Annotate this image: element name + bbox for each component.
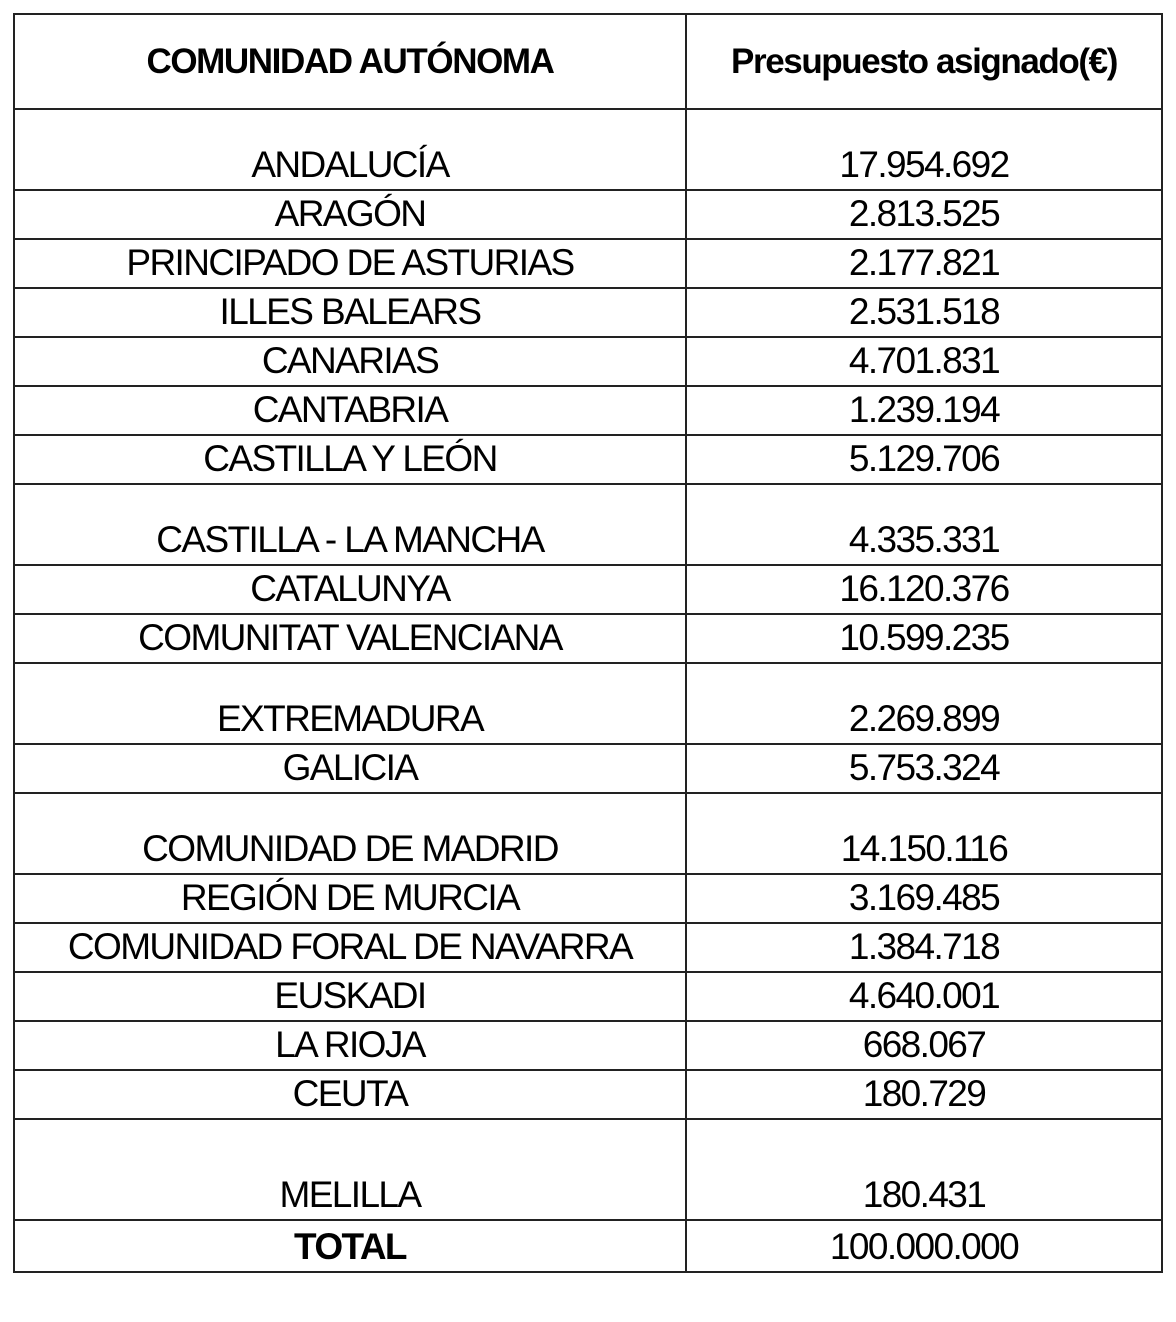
region-cell: LA RIOJA [14,1021,686,1070]
table-row [14,972,1162,1021]
budget-cell: 3.169.485 [686,874,1162,923]
budget-cell: 1.384.718 [686,923,1162,972]
budget-cell: 180.729 [686,1070,1162,1119]
budget-cell: 180.431 [686,1119,1162,1220]
table-row [14,484,1162,565]
region-cell: EUSKADI [14,972,686,1021]
budget-cell: 1.239.194 [686,386,1162,435]
budget-cell: 16.120.376 [686,565,1162,614]
region-cell: COMUNITAT VALENCIANA [14,614,686,663]
region-cell: CEUTA [14,1070,686,1119]
table-row [14,109,1162,190]
region-cell: ARAGÓN [14,190,686,239]
region-cell: CANTABRIA [14,386,686,435]
table-row [14,239,1162,288]
region-cell: PRINCIPADO DE ASTURIAS [14,239,686,288]
budget-cell: 2.531.518 [686,288,1162,337]
region-cell: CASTILLA Y LEÓN [14,435,686,484]
table-row [14,744,1162,793]
header-row [14,14,1162,109]
budget-cell: 2.269.899 [686,663,1162,744]
table-row [14,874,1162,923]
budget-cell: 4.640.001 [686,972,1162,1021]
budget-cell: 4.335.331 [686,484,1162,565]
budget-cell: 668.067 [686,1021,1162,1070]
region-cell: MELILLA [14,1119,686,1220]
table-row [14,386,1162,435]
region-cell: ANDALUCÍA [14,109,686,190]
region-cell: CATALUNYA [14,565,686,614]
table-row [14,663,1162,744]
budget-cell: 14.150.116 [686,793,1162,874]
budget-table [13,13,1163,1273]
region-cell: CANARIAS [14,337,686,386]
table-row [14,923,1162,972]
region-cell: REGIÓN DE MURCIA [14,874,686,923]
table-row [14,190,1162,239]
region-cell: COMUNIDAD DE MADRID [14,793,686,874]
budget-cell: 2.177.821 [686,239,1162,288]
column-header-region: COMUNIDAD AUTÓNOMA [14,14,686,109]
table-row [14,1119,1162,1220]
budget-cell: 17.954.692 [686,109,1162,190]
table-row [14,337,1162,386]
total-value: 100.000.000 [686,1220,1162,1272]
region-cell: EXTREMADURA [14,663,686,744]
table-row [14,1021,1162,1070]
region-cell: ILLES BALEARS [14,288,686,337]
table-row [14,793,1162,874]
region-cell: GALICIA [14,744,686,793]
budget-cell: 5.753.324 [686,744,1162,793]
total-row [14,1220,1162,1272]
table-row [14,288,1162,337]
region-cell: COMUNIDAD FORAL DE NAVARRA [14,923,686,972]
table-row [14,1070,1162,1119]
region-cell: CASTILLA - LA MANCHA [14,484,686,565]
budget-cell: 5.129.706 [686,435,1162,484]
budget-cell: 2.813.525 [686,190,1162,239]
table-row [14,614,1162,663]
budget-cell: 4.701.831 [686,337,1162,386]
budget-cell: 10.599.235 [686,614,1162,663]
total-label: TOTAL [14,1220,686,1272]
table-row [14,565,1162,614]
table-row [14,435,1162,484]
column-header-budget: Presupuesto asignado(€) [686,14,1162,109]
